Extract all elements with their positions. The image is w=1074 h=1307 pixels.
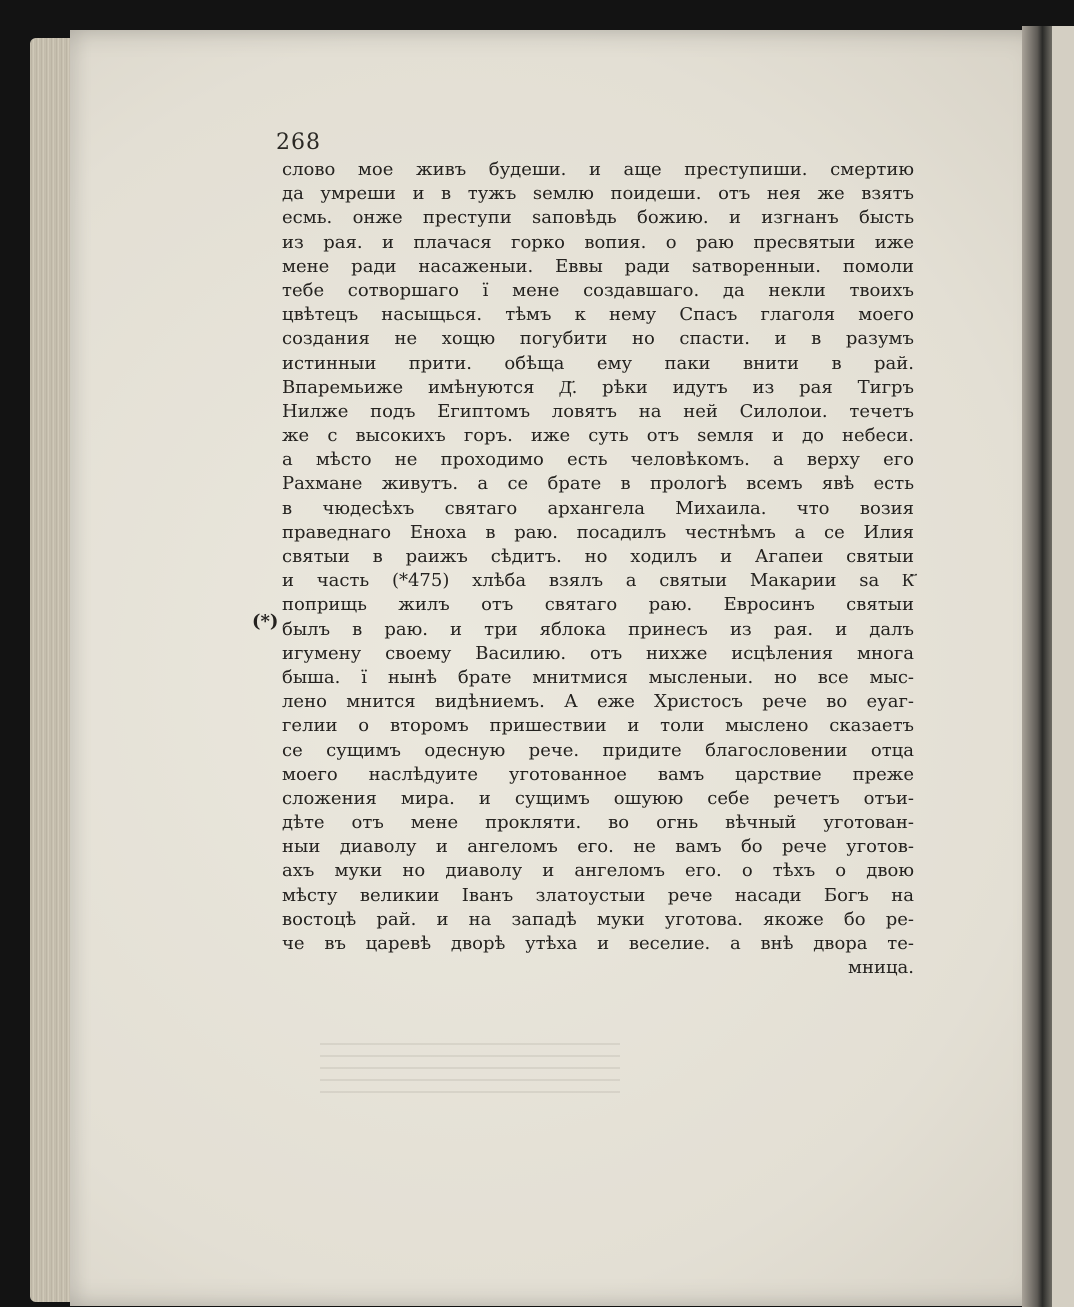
text-line: тебе сотворшаго ї мене создавшаго. да некли твоихъ <box>282 279 914 301</box>
marginal-note: (*) <box>252 611 279 632</box>
text-line: ныи диаволу и ангеломъ его. не вамъ бо рече уготов- <box>282 836 914 858</box>
book-gutter <box>1022 26 1056 1307</box>
text-line: ахъ муки но диаволу и ангеломъ его. о тѣхъ о двою <box>282 860 914 882</box>
text-line: се сущимъ одесную рече. придите благословении отца <box>282 739 914 761</box>
text-line: поприщь жилъ отъ святаго раю. Евросинъ святыи <box>282 594 914 616</box>
text-line: в чюдесѣхъ святаго архангела Михаила. что возия <box>282 497 914 519</box>
right-page-edge <box>1052 26 1074 1307</box>
text-line: праведнаго Еноха в раю. посадилъ честнѣмъ а се Илия <box>282 521 914 543</box>
text-line: моего наслѣдуите уготованное вамъ царствие преже <box>282 763 914 785</box>
text-line: а мѣсто не проходимо есть человѣкомъ. а верху его <box>282 449 914 471</box>
text-line: Рахмане живутъ. а се брате в прологѣ всемъ явѣ есть <box>282 473 914 495</box>
text-line: гелии о второмъ пришествии и толи мыслено сказаетъ <box>282 715 914 737</box>
text-line: да умреши и в тужъ ѕемлю поидеши. отъ нея же взятъ <box>282 183 914 205</box>
text-line: сложения мира. и сущимъ ошуюю себе речетъ отъи- <box>282 787 914 809</box>
text-line: Впаремьиже имѣнуются Д҃. рѣки идутъ из рая Тигръ <box>282 376 914 398</box>
text-block <box>282 158 914 980</box>
text-line: истинныи прити. обѣща ему паки внити в рай. <box>282 352 914 374</box>
page-number: 268 <box>276 130 321 155</box>
text-line: востоцѣ рай. и на западѣ муки уготова. якоже бо ре- <box>282 908 914 930</box>
text-line: создания не хощю погубити но спасти. и в разумъ <box>282 328 914 350</box>
text-line: есмь. онже преступи ѕаповѣдь божию. и изгнанъ бысть <box>282 207 914 229</box>
text-line: святыи в раижъ сѣдитъ. но ходилъ и Агапеи святыи <box>282 546 914 567</box>
text-line: мене ради насаженыи. Еввы ради ѕатворенныи. помоли <box>282 255 914 277</box>
text-line: дѣте отъ мене прокляти. во огнь вѣчный уготован- <box>282 812 914 834</box>
text-line: цвѣтецъ насыщься. тѣмъ к нему Спасъ глаголя моего <box>282 304 914 326</box>
text-line: быша. ї нынѣ брате мнитмися мысленыи. но все мыс- <box>282 666 914 688</box>
text-line: былъ в раю. и три яблока принесъ из рая. и далъ <box>282 618 914 640</box>
text-line: игумену своему Василию. отъ нихже исцѣления многа <box>282 642 914 664</box>
show-through-text <box>320 1043 620 1103</box>
text-line: слово мое живъ будеши. и аще преступиши. смертию <box>282 159 914 180</box>
text-line: же с высокихъ горъ. иже суть отъ ѕемля и до небеси. <box>282 425 914 447</box>
text-line: лено мнится видѣниемъ. А еже Христосъ рече во еуаг- <box>282 691 914 713</box>
text-line: из рая. и плачася горко вопия. о раю пресвятыи иже <box>282 231 914 253</box>
text-line: Нилже подъ Египтомъ ловятъ на ней Силолои. течетъ <box>282 400 914 422</box>
text-line: и часть (*475) хлѣба взялъ а святыи Макарии ѕа К҃ <box>282 570 914 592</box>
text-line: мница. <box>847 957 914 979</box>
text-line: че въ царевѣ дворѣ утѣха и веселие. а внѣ двора те- <box>282 933 914 954</box>
text-line: мѣсту великии Іванъ златоустыи рече насади Богъ на <box>282 884 914 906</box>
